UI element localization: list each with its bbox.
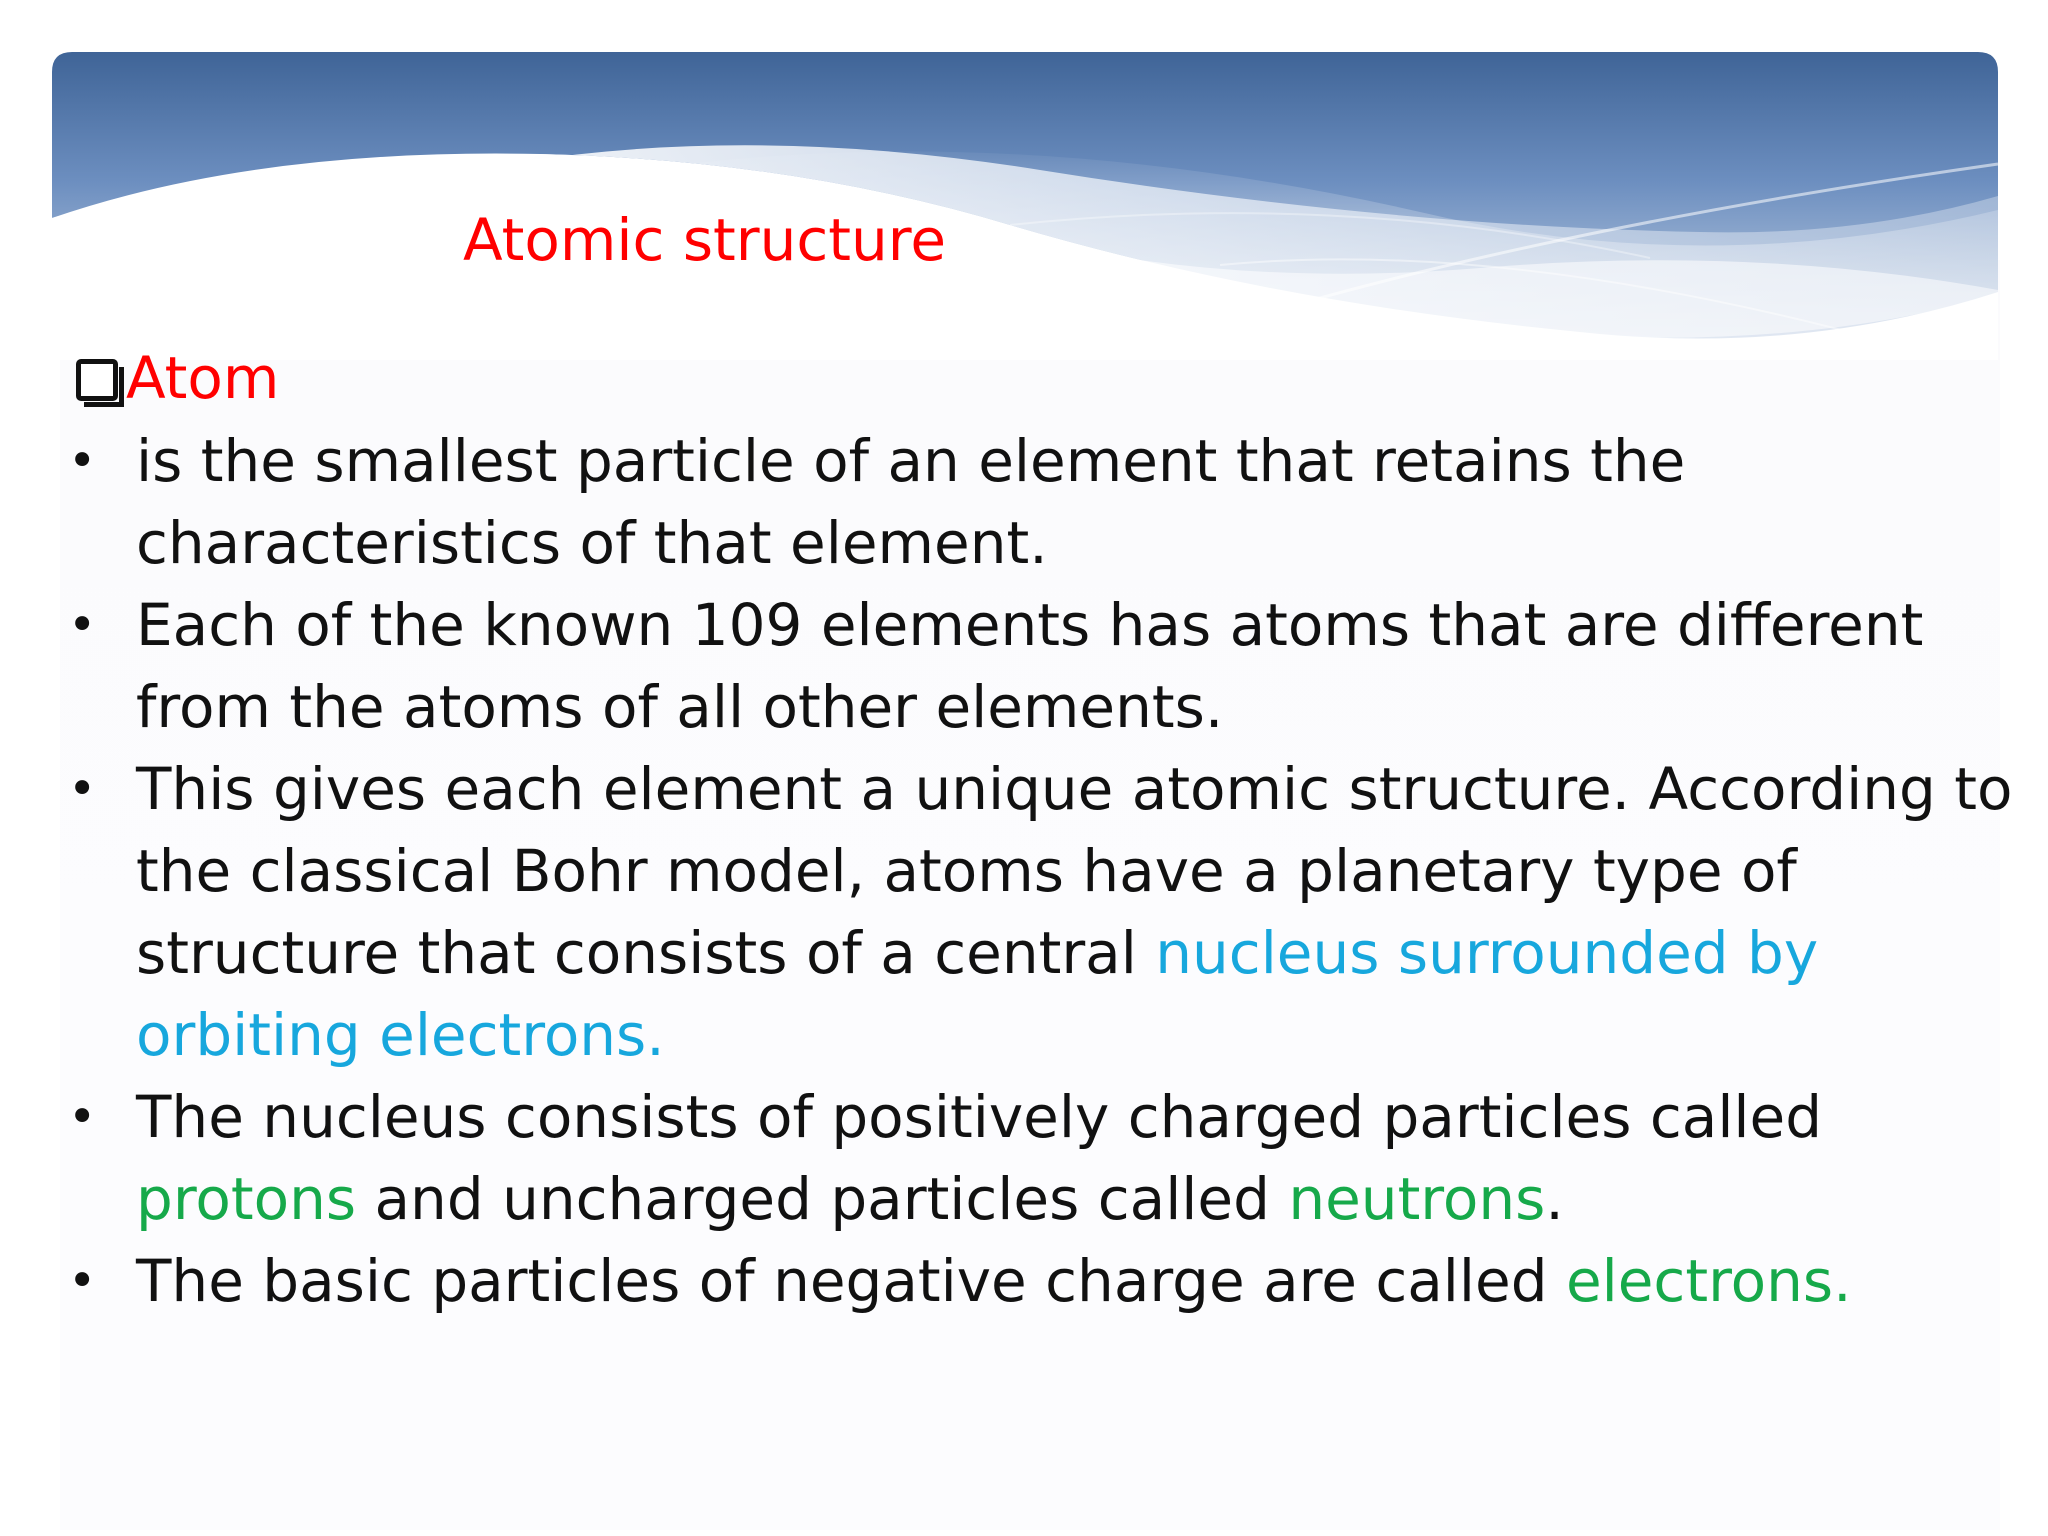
bullet-text-segment: electrons. xyxy=(1565,1247,1852,1315)
bullet-line xyxy=(136,420,2028,502)
slide-title: Atomic structure xyxy=(463,206,947,274)
bullet-text-segment: structure that consists of a central xyxy=(136,919,1156,987)
bullet-text-segment: Each of the known 109 elements has atoms that are different xyxy=(136,591,1924,659)
bullet-item xyxy=(68,748,2028,1076)
bullet-line xyxy=(136,912,2028,994)
bullet-line xyxy=(136,994,2028,1076)
bullet-text xyxy=(136,584,2028,748)
bullet-dot-icon: • xyxy=(68,1253,97,1309)
bullet-dot-icon: • xyxy=(68,433,97,489)
bullet-text-segment: from the atoms of all other elements. xyxy=(136,673,1224,741)
bullet-line xyxy=(136,1240,2028,1322)
bullet-text xyxy=(136,1076,2028,1240)
bullet-text-segment: The basic particles of negative charge are called xyxy=(136,1247,1566,1315)
bullet-text-segment: . xyxy=(1545,1165,1564,1233)
bullet-text xyxy=(136,1240,2028,1322)
bullet-text-segment: and uncharged particles called xyxy=(356,1165,1289,1233)
section-heading xyxy=(76,342,279,414)
bullet-line xyxy=(136,830,2028,912)
bullet-item xyxy=(68,1240,2028,1322)
bullet-text-segment: characteristics of that element. xyxy=(136,509,1048,577)
bullet-item xyxy=(68,420,2028,584)
bullet-dot-icon: • xyxy=(68,761,97,817)
header-wave-banner xyxy=(0,0,2048,360)
section-heading-label: Atom xyxy=(126,344,280,412)
bullet-text-segment: neutrons xyxy=(1288,1165,1546,1233)
bullet-line xyxy=(136,1076,2028,1158)
bullet-dot-icon: • xyxy=(68,597,97,653)
bullet-line xyxy=(136,748,2028,830)
bullet-line xyxy=(136,502,2028,584)
bullet-line xyxy=(136,666,2028,748)
bullet-text-segment: The nucleus consists of positively charged particles called xyxy=(136,1083,1823,1151)
bullet-item xyxy=(68,584,2028,748)
bullet-line xyxy=(136,1158,2028,1240)
bullet-text-segment: orbiting electrons. xyxy=(136,1001,665,1069)
bullet-text xyxy=(136,420,2028,584)
bullet-item xyxy=(68,1076,2028,1240)
bullet-text-segment: is the smallest particle of an element that retains the xyxy=(136,427,1686,495)
bullet-dot-icon: • xyxy=(68,1089,97,1145)
bullet-text-segment: the classical Bohr model, atoms have a planetary type of xyxy=(136,837,1797,905)
bullet-text-segment: protons xyxy=(136,1165,357,1233)
bullet-line xyxy=(136,584,2028,666)
bullet-text-segment: nucleus surrounded by xyxy=(1155,919,1819,987)
bullet-list xyxy=(68,420,2028,1322)
bullet-text xyxy=(136,748,2028,1076)
bullet-text-segment: This gives each element a unique atomic structure. According to xyxy=(136,755,2013,823)
checkbox-icon xyxy=(76,359,118,401)
